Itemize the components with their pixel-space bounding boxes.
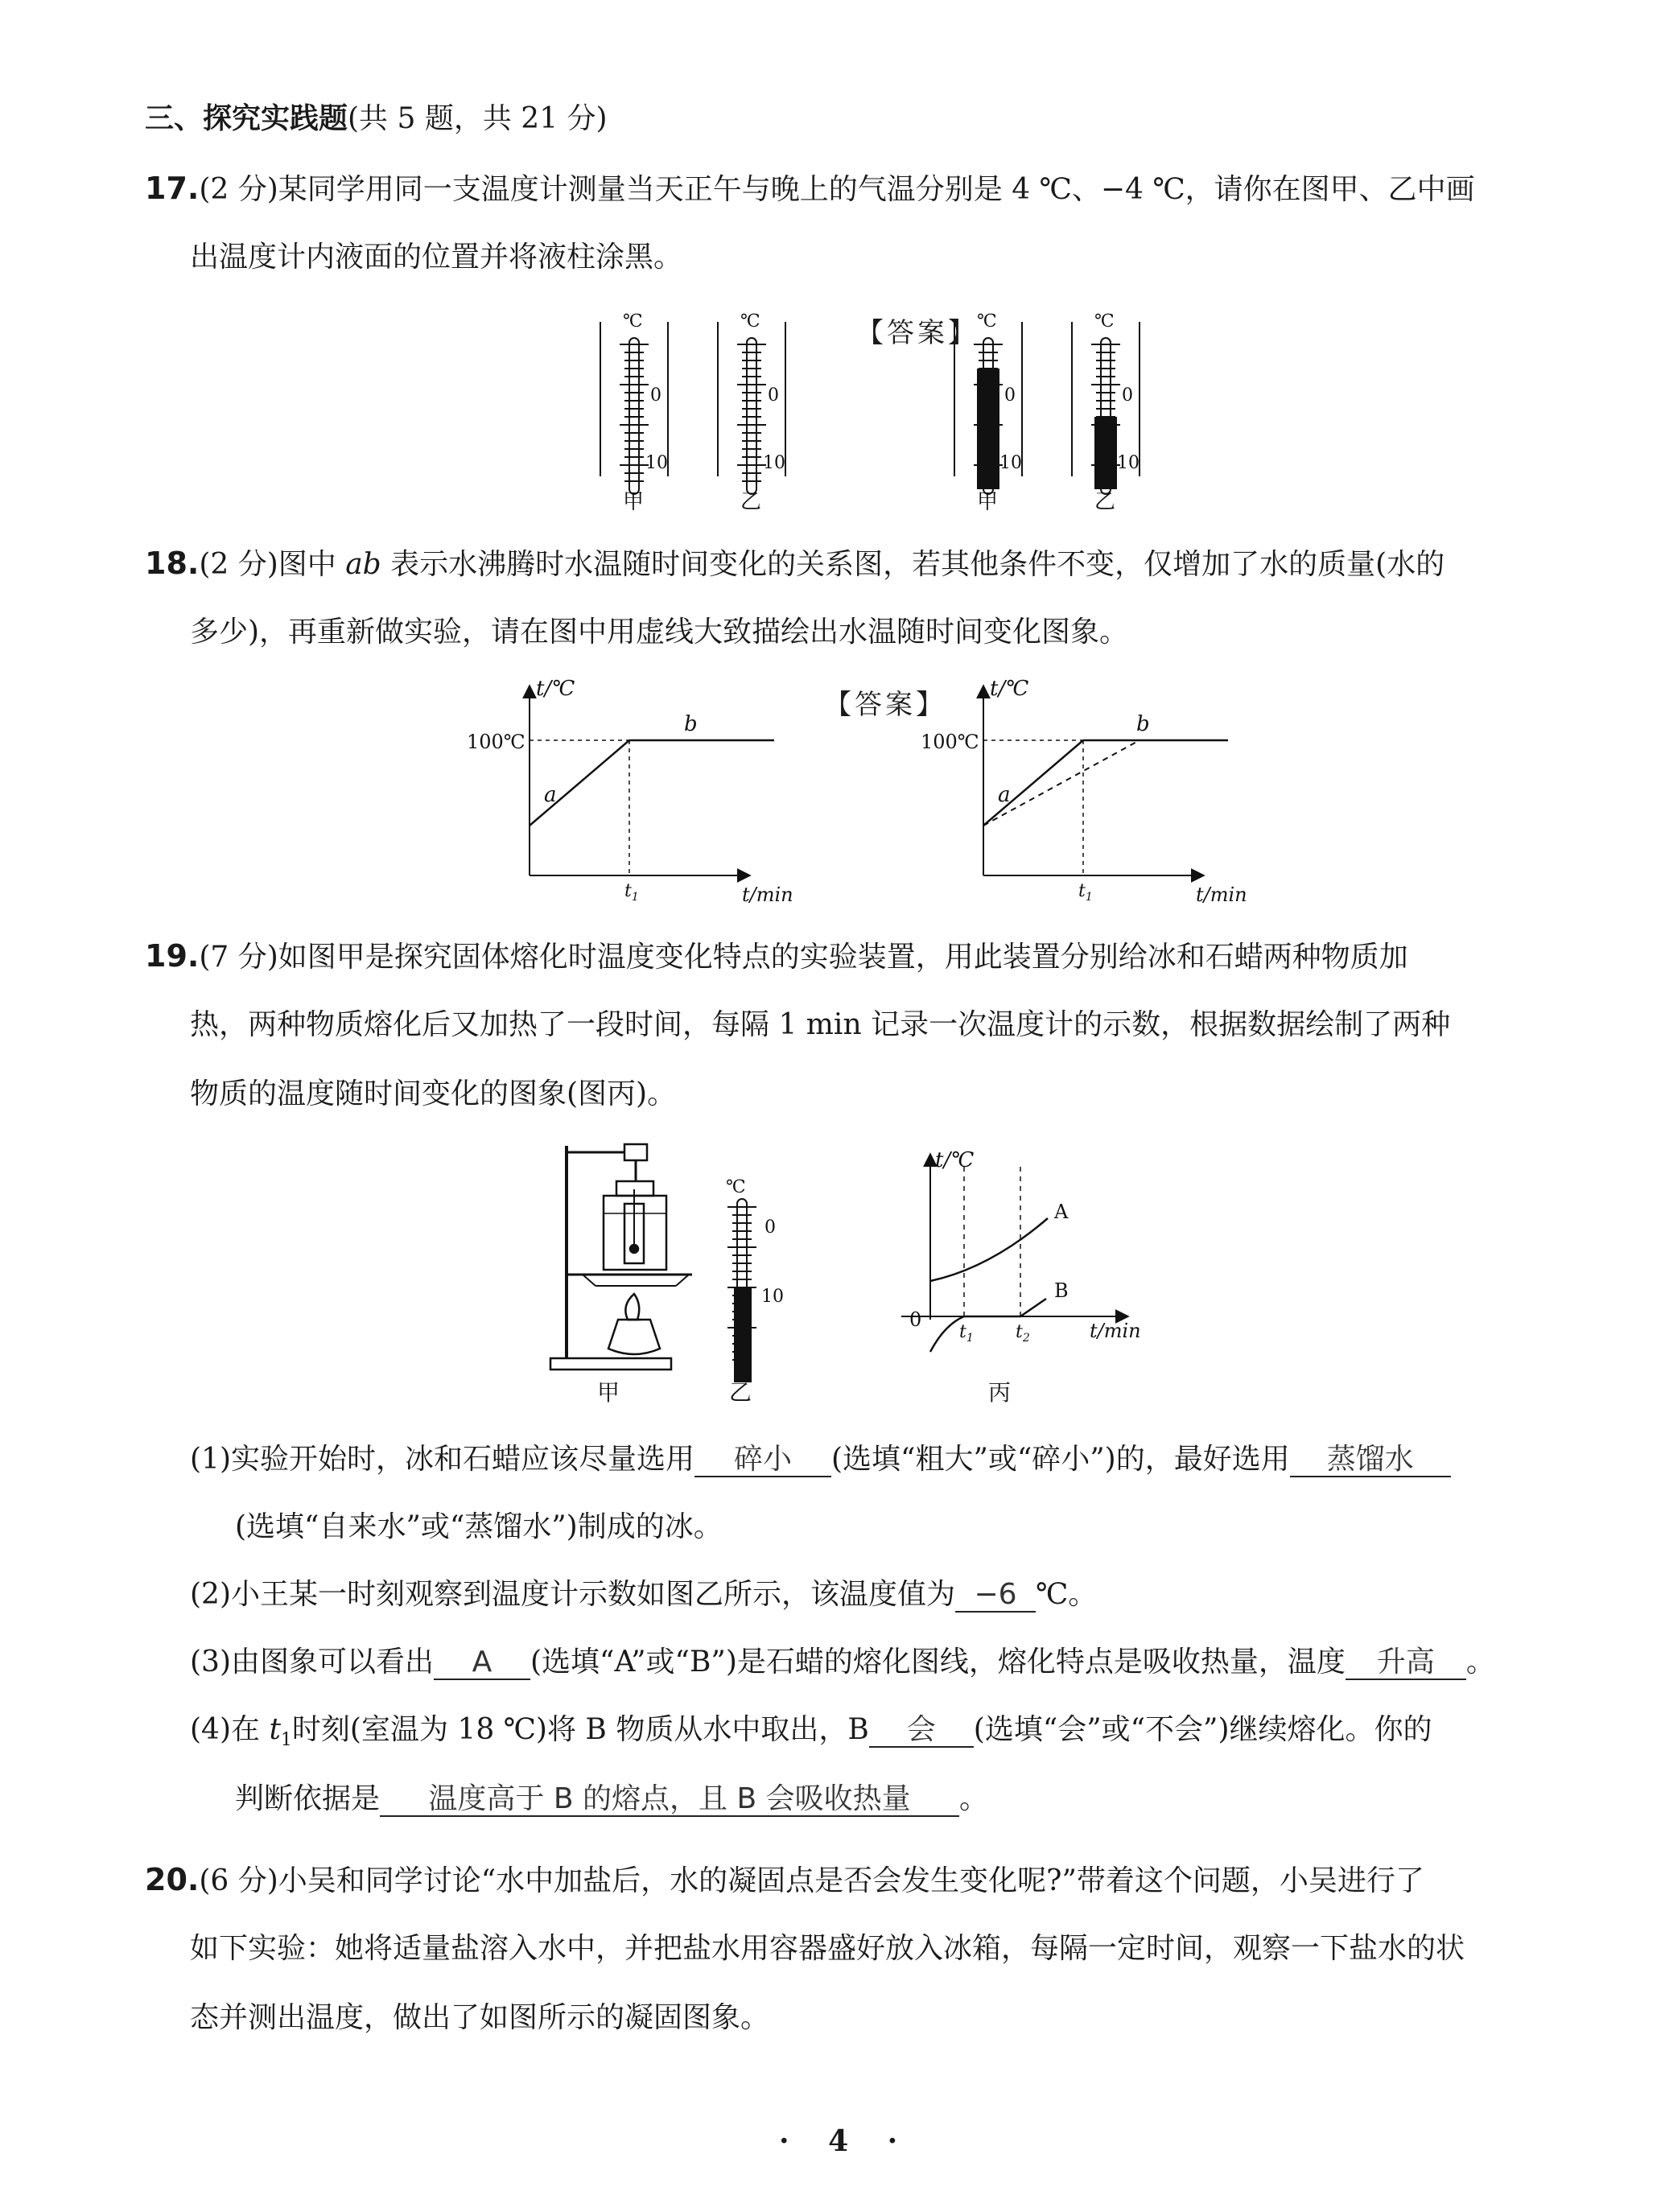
- q18-graph-question: [467, 677, 793, 906]
- q17-tick0-yi: 0: [768, 385, 779, 406]
- q19-t1: $t_1$: [959, 1322, 974, 1345]
- q19-sub3-p2: (选填“A”或“B”)是石蜡的熔化图线，熔化特点是吸收热量，温度: [530, 1646, 1346, 1679]
- q17-label-yi-ans: 乙: [1094, 490, 1116, 514]
- q18-ans-label-a: a: [998, 783, 1011, 807]
- q17-unit-yi-ans: ℃: [1094, 311, 1115, 332]
- q18-x-label: t/min: [742, 884, 793, 906]
- thermometer-yi-answer: [1072, 311, 1140, 514]
- q17-number: 17.: [145, 171, 200, 206]
- q17-label-yi: 乙: [740, 490, 762, 514]
- q19-sub3-p1: (3)由图象可以看出: [190, 1646, 434, 1679]
- q17-tick10-jia-ans: 10: [999, 453, 1022, 473]
- q18-ans-t1: $t_1$: [1078, 881, 1093, 904]
- q18-line1: [145, 546, 1445, 583]
- page-number: · 4 ·: [779, 2124, 913, 2158]
- thermometer-jia-question: [600, 311, 668, 514]
- q19-answer-blank-5: 升高: [1346, 1646, 1466, 1680]
- q19-graph-origin: 0: [909, 1308, 922, 1331]
- flame: [625, 1294, 639, 1320]
- q17-answer-tag: 【答案】: [856, 317, 979, 349]
- q18-y-label: t/℃: [536, 677, 575, 701]
- q18-label-a: a: [544, 783, 557, 807]
- section-meta: (共 5 题，共 21 分): [348, 102, 608, 135]
- q19-answer-blank-6: 会: [869, 1714, 974, 1748]
- q19-sub2-p2: ℃。: [1036, 1578, 1098, 1611]
- q17-tick0-jia-ans: 0: [1004, 385, 1016, 406]
- q19-sub4-t: t: [269, 1713, 281, 1746]
- q18-ans-x-label: t/min: [1196, 884, 1247, 906]
- q19-sub2-p1: (2)小王某一时刻观察到温度计示数如图乙所示，该温度值为: [190, 1578, 955, 1611]
- q18-ab: ab: [345, 548, 381, 581]
- q17-label-jia: 甲: [623, 490, 645, 514]
- q19-sub4-line1: [190, 1712, 1432, 1758]
- q19-sub1-line2: (选填“自来水”或“蒸馏水”)制成的冰。: [235, 1510, 723, 1543]
- q17-line1: [145, 171, 1475, 208]
- q19-sub4-sub: 1: [280, 1730, 292, 1751]
- q20-number: 20.: [145, 1862, 200, 1897]
- section-header: [145, 101, 608, 137]
- q19-tick10: 10: [761, 1287, 784, 1307]
- q20-line1: [145, 1862, 1424, 1899]
- q19-curve-A: [930, 1218, 1048, 1281]
- q19-sub4-p1a: (4)在: [190, 1713, 270, 1746]
- q18-label-b: b: [684, 712, 698, 736]
- q19-t2: $t_2$: [1016, 1322, 1030, 1345]
- q19-apparatus-jia: [550, 1144, 692, 1406]
- q19-sub1-p2: (选填“粗大”或“碎小”)的，最好选用: [831, 1443, 1290, 1476]
- q19-answer-blank-2: 蒸馏水: [1290, 1444, 1451, 1477]
- q19-sub3-p3: 。: [1465, 1646, 1495, 1679]
- q17-line2: 出温度计内液面的位置并将液柱涂黑。: [190, 241, 683, 274]
- q19-line3: 物质的温度随时间变化的图象(图丙)。: [190, 1077, 677, 1110]
- q19-thermometer-yi: [726, 1177, 784, 1406]
- q17-unit-yi: ℃: [740, 311, 760, 332]
- q19-answer-blank-3: −6: [955, 1579, 1036, 1613]
- q19-label-B: B: [1054, 1279, 1069, 1302]
- clamp: [624, 1144, 647, 1160]
- q19-unit: ℃: [726, 1177, 746, 1197]
- q20-line2: 如下实验：她将适量盐溶入水中，并把盐水用容器盛好放入冰箱，每隔一定时间，观察一下盐水的状: [190, 1932, 1465, 1965]
- q18-answer-tag: 【答案】: [824, 689, 946, 721]
- q17-tick0-jia: 0: [650, 385, 661, 406]
- q19-tick0: 0: [764, 1217, 776, 1238]
- q19-label-yi: 乙: [729, 1379, 752, 1406]
- q17-tick10-yi: 10: [763, 453, 785, 473]
- q18-ans-y-label: t/℃: [990, 677, 1029, 701]
- q19-number: 19.: [145, 938, 200, 974]
- q18-temp-label: 100℃: [467, 731, 525, 753]
- q19-sub4-p4: 。: [959, 1782, 989, 1815]
- q19-sub1-line1: [190, 1442, 1451, 1477]
- q19-sub4-line2: [235, 1782, 988, 1817]
- q19-graph-y: t/℃: [935, 1148, 975, 1172]
- q19-sub1-p1: (1)实验开始时，冰和石蜡应该尽量选用: [190, 1443, 694, 1476]
- q18-ans-temp-label: 100℃: [921, 731, 979, 753]
- q20-text1: (6 分)小吴和同学讨论“水中加盐后，水的凝固点是否会发生变化呢?”带着这个问题，小吴进行了: [199, 1864, 1424, 1897]
- q19-graph-bing: [901, 1148, 1141, 1406]
- q19-label-A: A: [1054, 1201, 1069, 1223]
- q19-text1: (7 分)如图甲是探究固体熔化时温度变化特点的实验装置，用此装置分别给冰和石蜡两种物质加: [199, 941, 1408, 974]
- q19-sub4-p1b: 时刻(室温为 18 ℃)将 B 物质从水中取出，B: [291, 1713, 869, 1746]
- q19-sub4-p3: 判断依据是: [235, 1782, 381, 1815]
- q19-label-jia: 甲: [597, 1379, 620, 1406]
- q17-text1: (2 分)某同学用同一支温度计测量当天正午与晚上的气温分别是 4 ℃、−4 ℃，请你在图甲、乙中画: [199, 173, 1475, 206]
- q18-t1: $t_1$: [624, 881, 639, 904]
- q17-liquid-yi: [1094, 417, 1117, 489]
- q18-text1b: 表示水沸腾时水温随时间变化的关系图，若其他条件不变，仅增加了水的质量(水的: [381, 548, 1445, 581]
- thermometer-yi-question: [718, 311, 785, 514]
- q19-figure: [531, 1127, 1223, 1416]
- section-title: 三、探究实践题: [145, 102, 348, 135]
- q17-tick0-yi-ans: 0: [1122, 385, 1133, 406]
- q18-graph-answer: [921, 677, 1247, 906]
- q17-unit-jia: ℃: [623, 311, 643, 332]
- q19-answer-blank-7: 温度高于 B 的熔点，且 B 会吸收热量: [380, 1783, 959, 1817]
- q18-number: 18.: [145, 546, 200, 581]
- q19-label-bing: 丙: [988, 1379, 1012, 1406]
- q20-line3: 态并测出温度，做出了如图所示的凝固图象。: [190, 2001, 770, 2034]
- q18-line2: 多少)，再重新做实验，请在图中用虚线大致描绘出水温随时间变化图象。: [190, 616, 1129, 649]
- q19-graph-x: t/min: [1090, 1320, 1141, 1342]
- q19-line2: 热，两种物质熔化后又加热了一段时间，每隔 1 min 记录一次温度计的示数，根据数据绘制了两种: [190, 1008, 1451, 1041]
- q19-sub2-line: [190, 1577, 1097, 1613]
- q19-answer-blank-1: 碎小: [694, 1444, 831, 1477]
- q17-tick10-jia: 10: [645, 453, 668, 473]
- q19-sub3-line: [190, 1645, 1495, 1680]
- q17-liquid-jia: [977, 369, 999, 489]
- q18-text1a: (2 分)图中: [199, 548, 346, 581]
- q19-sub4-p2: (选填“会”或“不会”)继续熔化。你的: [973, 1713, 1432, 1746]
- q17-label-jia-ans: 甲: [977, 490, 999, 514]
- stand-base: [550, 1358, 671, 1370]
- alcohol-lamp: [608, 1320, 660, 1354]
- q17-tick10-yi-ans: 10: [1117, 453, 1140, 473]
- q19-answer-blank-4: A: [434, 1646, 530, 1680]
- q18-ans-label-b: b: [1136, 712, 1150, 736]
- q17-unit-jia-ans: ℃: [977, 311, 997, 332]
- q19-line1: [145, 938, 1408, 975]
